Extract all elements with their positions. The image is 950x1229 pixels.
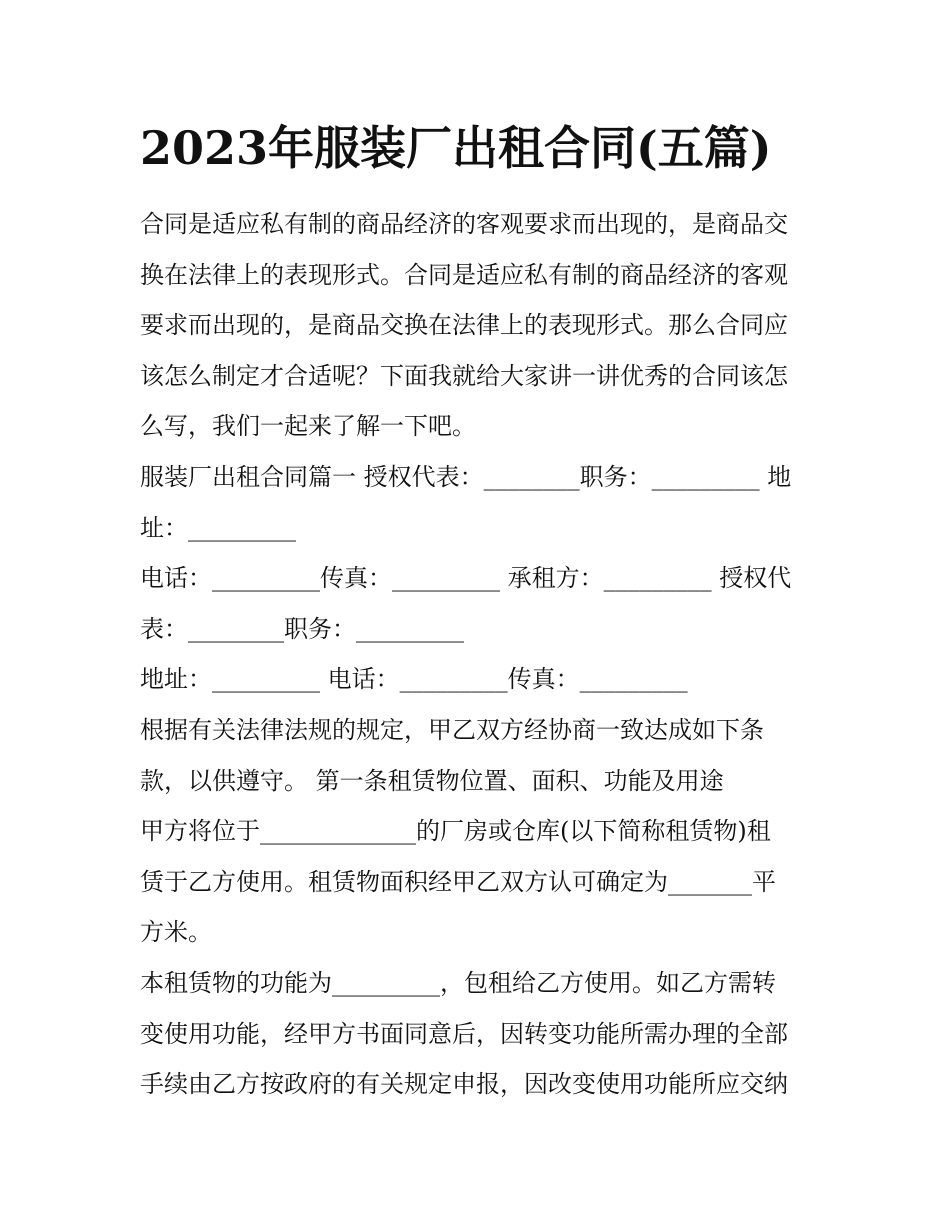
body-line: 本租赁物的功能为_________，包租给乙方使用。如乙方需转 — [140, 968, 776, 997]
body-line: 表：________职务：_________ — [140, 614, 464, 643]
body-line: 根据有关法律法规的规定，甲乙双方经协商一致达成如下条 — [140, 715, 764, 744]
body-line: 该怎么制定才合适呢？下面我就给大家讲一讲优秀的合同该怎 — [140, 361, 788, 390]
body-line: 么写，我们一起来了解一下吧。 — [140, 412, 476, 441]
document-body — [140, 199, 812, 1110]
body-line: 地址：_________ 电话：_________传真：_________ — [140, 665, 688, 694]
body-line: 款，以供遵守。 第一条租赁物位置、面积、功能及用途 — [140, 766, 724, 795]
body-line: 换在法律上的表现形式。合同是适应私有制的商品经济的客观 — [140, 260, 788, 289]
body-line: 变使用功能，经甲方书面同意后，因转变功能所需办理的全部 — [140, 1019, 788, 1048]
body-line: 甲方将位于_____________的厂房或仓库(以下简称租赁物)租 — [140, 817, 771, 846]
body-line: 方米。 — [140, 918, 212, 947]
body-line: 合同是适应私有制的商品经济的客观要求而出现的，是商品交 — [140, 210, 788, 238]
body-line: 手续由乙方按政府的有关规定申报，因改变使用功能所应交纳 — [140, 1070, 788, 1099]
body-line: 服装厂出租合同篇一 授权代表：________职务：_________ 地 — [140, 462, 792, 491]
body-line: 赁于乙方使用。租赁物面积经甲乙双方认可确定为_______平 — [140, 867, 776, 896]
body-line: 址：_________ — [140, 513, 296, 542]
body-line: 电话：_________传真：_________ 承租方：_________ 授权代 — [140, 564, 792, 593]
body-line: 要求而出现的，是商品交换在法律上的表现形式。那么合同应 — [140, 311, 788, 340]
document-title: 2023年服装厂出租合同(五篇) — [140, 121, 772, 175]
